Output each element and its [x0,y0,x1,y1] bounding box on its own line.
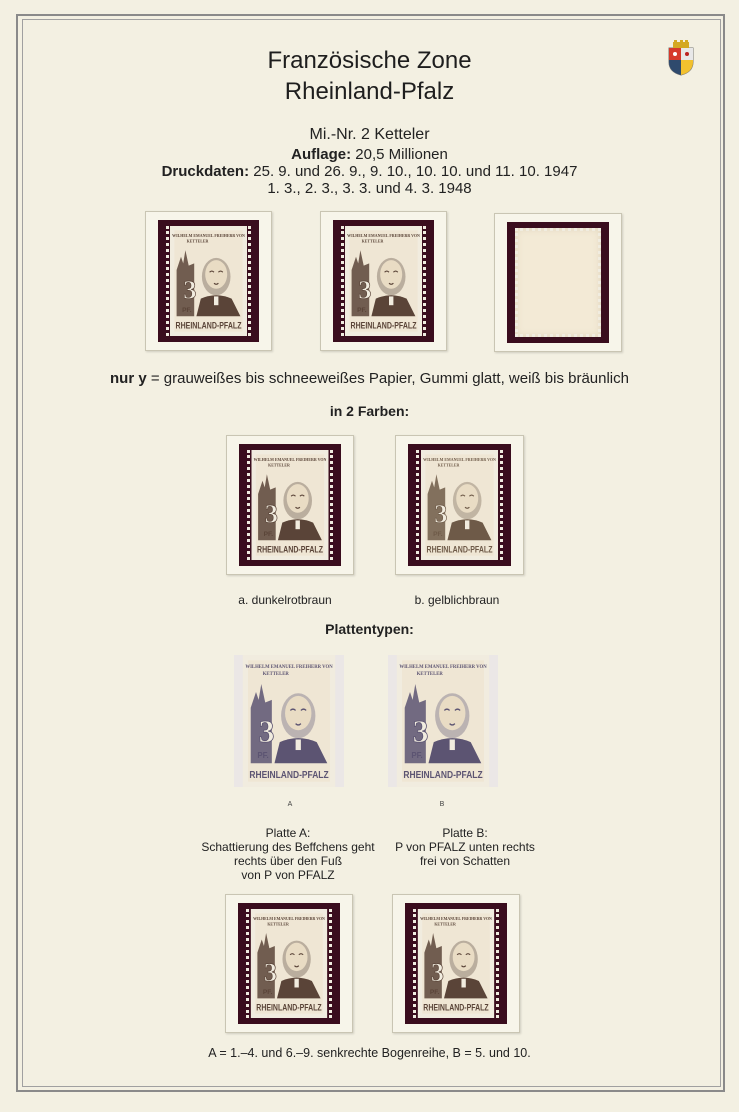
svg-text:RHEINLAND-PFALZ: RHEINLAND-PFALZ [256,1002,323,1013]
svg-text:WILHELM EMANUEL FREIHERR VON: WILHELM EMANUEL FREIHERR VON [420,916,492,921]
plate-b-title: Platte B: [442,826,488,840]
color-b-stamp-image [416,450,503,560]
page-title-line1: Französische Zone [267,47,472,74]
svg-text:PF.: PF. [263,530,274,538]
plate-a-example-stamp-image [246,909,332,1018]
plate-a-description [188,826,388,882]
plate-a-enlargement [234,655,344,787]
svg-text:3: 3 [430,957,445,987]
paper-note-label: nur y [110,370,147,387]
print-dates [0,163,739,181]
print-run-label: Auflage: [291,146,352,163]
svg-text:KETTELER: KETTELER [267,922,289,927]
svg-text:PF.: PF. [262,989,273,997]
svg-text:WILHELM EMANUEL FREIHERR VON: WILHELM EMANUEL FREIHERR VON [245,665,333,671]
svg-text:WILHELM EMANUEL FREIHERR VON: WILHELM EMANUEL FREIHERR VON [172,233,245,238]
svg-text:3: 3 [434,498,448,529]
svg-text:RHEINLAND-PFALZ: RHEINLAND-PFALZ [350,320,417,331]
svg-text:PF.: PF. [429,989,440,997]
plate-a-desc1: Schattierung des Beffchens geht [201,840,375,854]
row1-stamp-2-stamp-image [341,226,426,336]
svg-text:RHEINLAND-PFALZ: RHEINLAND-PFALZ [426,544,493,555]
svg-text:RHEINLAND-PFALZ: RHEINLAND-PFALZ [249,768,330,781]
color-a-mount [226,435,354,575]
row1-stamp-back-perforation [515,228,601,337]
plate-b-desc2: frei von Schatten [419,854,511,868]
color-a-stamp-image [247,450,333,560]
color-a-caption: a. dunkelrotbraun [238,593,332,607]
colors-heading: in 2 Farben: [329,403,410,419]
plate-a-title: Platte A: [265,826,311,840]
svg-text:3: 3 [263,957,278,987]
row1-stamp-1-stamp-image [166,226,251,336]
plate-a-enlargement-image [234,655,344,787]
plate-a-small-label: A [287,801,293,808]
svg-text:PF.: PF. [357,306,367,314]
print-dates-line1: 25. 9. und 26. 9., 9. 10., 10. 10. und 11. 10. 1947 [249,163,578,180]
svg-text:PF.: PF. [257,750,269,760]
svg-text:WILHELM EMANUEL FREIHERR VON: WILHELM EMANUEL FREIHERR VON [399,665,487,671]
row1-stamp-1-mount [145,211,272,351]
plate-a-example-mount [225,894,353,1033]
paper-note [0,370,739,388]
svg-text:KETTELER: KETTELER [416,671,443,677]
svg-text:KETTELER: KETTELER [437,462,460,468]
row1-stamp-2-mount [320,211,447,351]
print-run [0,146,739,164]
svg-text:3: 3 [264,498,278,529]
print-dates-label: Druckdaten: [161,163,250,180]
row1-stamp-back-mount [494,213,622,352]
color-b-mount [395,435,524,575]
footer-note: A = 1.–4. und 6.–9. senkrechte Bogenreihe, B = 5. und 10. [208,1046,531,1060]
svg-text:3: 3 [358,274,372,305]
plate-a-desc3: von P von PFALZ [241,868,335,882]
plate-a-example-stamp [246,909,332,1018]
svg-text:3: 3 [412,714,429,750]
svg-text:PF.: PF. [433,530,443,538]
svg-text:WILHELM EMANUEL FREIHERR VON: WILHELM EMANUEL FREIHERR VON [253,916,325,921]
print-run-value: 20,5 Millionen [351,146,448,163]
color-a-stamp [247,450,333,560]
paper-note-text: = grauweißes bis schneeweißes Papier, Gummi glatt, weiß bis bräunlich [146,370,629,387]
plate-b-enlargement [388,655,498,787]
plate-b-desc1: P von PFALZ unten rechts [395,840,535,854]
svg-text:RHEINLAND-PFALZ: RHEINLAND-PFALZ [403,768,484,781]
catalog-number: Mi.-Nr. 2 Ketteler [309,126,430,143]
svg-text:KETTELER: KETTELER [186,238,209,244]
plates-heading: Plattentypen: [325,621,414,637]
svg-text:RHEINLAND-PFALZ: RHEINLAND-PFALZ [257,544,324,555]
row1-stamp-1-stamp [166,226,251,336]
svg-text:KETTELER: KETTELER [262,671,289,677]
svg-text:WILHELM EMANUEL FREIHERR VON: WILHELM EMANUEL FREIHERR VON [423,457,496,462]
plate-b-example-stamp [413,909,499,1018]
svg-text:RHEINLAND-PFALZ: RHEINLAND-PFALZ [423,1002,490,1013]
plate-b-example-mount [392,894,520,1033]
svg-text:WILHELM EMANUEL FREIHERR VON: WILHELM EMANUEL FREIHERR VON [253,457,327,462]
svg-text:PF.: PF. [411,750,423,760]
print-dates-line2: 1. 3., 2. 3., 3. 3. und 4. 3. 1948 [267,180,472,197]
plate-b-description [365,826,565,868]
svg-text:KETTELER: KETTELER [361,238,384,244]
row1-stamp-2-stamp [341,226,426,336]
svg-text:3: 3 [183,274,197,305]
color-b-stamp [416,450,503,560]
row1-stamp-back-stamp [515,228,601,337]
plate-b-enlargement-image [388,655,498,787]
svg-text:PF.: PF. [182,306,192,314]
svg-text:3: 3 [258,714,275,750]
plate-b-small-label: B [439,801,445,808]
svg-text:KETTELER: KETTELER [268,462,290,468]
plate-a-desc2: rechts über den Fuß [233,854,343,868]
plate-b-example-stamp-image [413,909,499,1018]
svg-text:WILHELM EMANUEL FREIHERR VON: WILHELM EMANUEL FREIHERR VON [347,233,420,238]
color-b-caption: b. gelblichbraun [414,593,500,607]
page-title-line2: Rheinland-Pfalz [284,78,455,105]
svg-text:RHEINLAND-PFALZ: RHEINLAND-PFALZ [175,320,242,331]
svg-text:KETTELER: KETTELER [434,922,456,927]
